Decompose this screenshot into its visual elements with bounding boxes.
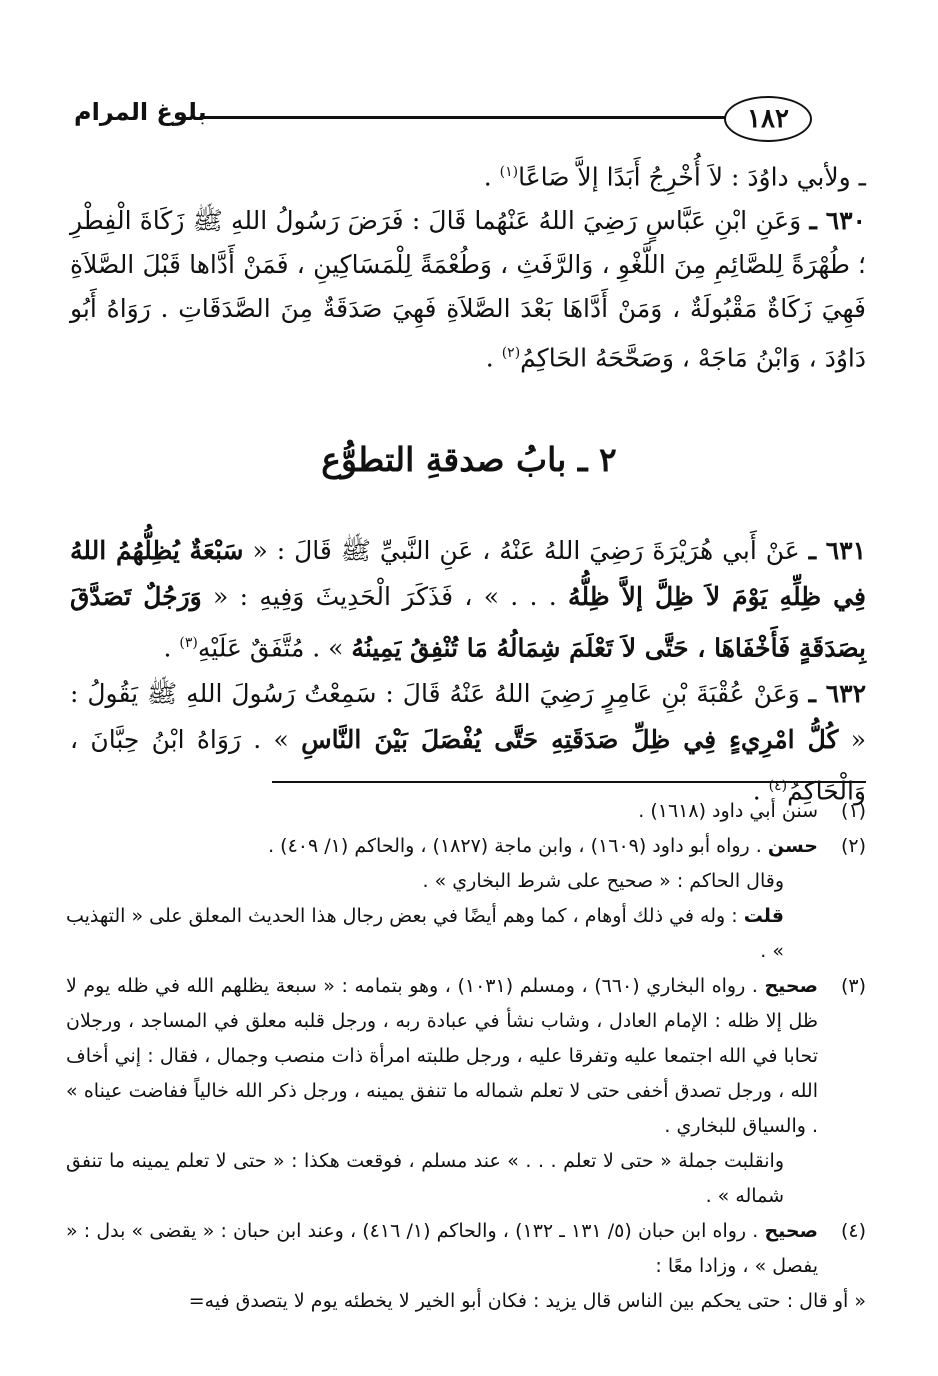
book-title: بلوغ المرام [74, 98, 207, 126]
footnote-2-note-text: : وله في ذلك أوهام ، كما وهم أيضًا في بعض رجال هذا الحديث المعلق على « التهذيب » . [65, 905, 784, 962]
header-rule [200, 116, 730, 119]
footnote-2 [66, 829, 866, 864]
footnote-1 [66, 794, 866, 829]
grade-label: حسن [767, 835, 818, 857]
footnotes [66, 794, 866, 1319]
footnote-3-text: . رواه البخاري (٦٦٠) ، ومسلم (١٠٣١) ، وهو بتمامه : « سبعة يظلهم الله في ظله يوم لا ظل إلا ظله : الإمام العادل ، وشاب نشأ في عبادة ربه ، ورجل قلبه معلق في المساجد ، ورجلان تحابا في الله اجتمعا عليه وتفرقا عليه ، ورجل طلبته امرأة ذات منصب وجمال ، فقال : إني أخاف الله ، ورجل تصدق أخفى حتى لا تعلم شماله ما تنفق يمينه ، ورجل ذكر الله خالياً ففاضت عيناه » . والسياق للبخاري . [66, 975, 818, 1137]
intro-end: . [483, 162, 500, 192]
footnote-4-text: . رواه ابن حبان (٥/ ١٣١ ـ ١٣٢) ، والحاكم (١/ ٤١٦) ، وعند ابن حبان : « يقضى » بدل : « يفصل » ، وزادا معًا : [66, 1220, 818, 1277]
footnote-marker: (٤) [840, 1220, 866, 1242]
footnote-ref-3: (٣) [179, 635, 198, 651]
main-text-top [70, 150, 866, 381]
footnote-separator [272, 781, 866, 783]
footnote-4 [66, 1214, 866, 1284]
grade-label: صحيح [764, 975, 818, 997]
hadith-631-quote-b: وَرَجُلٌ تَصَدَّقَ بِصَدَقَةٍ فَأَخْفَاهَا ، حَتَّى لاَ تَعْلَمَ شِمَالُهُ مَا تُنْفِقُ يَمِينُهُ [70, 582, 866, 663]
footnote-4-continuation: « أو قال : حتى يحكم بين الناس قال يزيد : فكان أبو الخير لا يخطئه يوم لا يتصدق فيه= [188, 1290, 866, 1312]
grade-label: صحيح [764, 1220, 818, 1242]
footnote-ref-2: (٢) [501, 345, 521, 362]
footnote-text [66, 1214, 818, 1284]
hadith-631-text-c: » . مُتَّفَقٌ عَلَيْهِ [197, 633, 352, 663]
intro-text: ـ ولأبي داوُدَ : لاَ أُخْرِجُ أَبَدًا إلاَّ صَاعًا [518, 162, 866, 192]
hadith-631 [70, 528, 866, 671]
footnote-2-continuation: وقال الحاكم : « صحيح على شرط البخاري » . [422, 870, 784, 892]
hadith-630-end: . [485, 343, 502, 373]
qult-label: قلت [743, 905, 784, 927]
footnote-marker: (٢) [840, 835, 866, 857]
hadith-630 [70, 199, 866, 380]
hadith-number-630: ٦٣٠ ـ [809, 206, 866, 236]
hadith-631-text-a: عَنْ أَبي هُرَيْرَةَ رَضِيَ اللهُ عَنْهُ ، عَنِ النَّبيِّ ﷺ قَالَ : « [243, 536, 809, 565]
hadith-632-end: . [752, 776, 769, 806]
footnote-2-text: . رواه أبو داود (١٦٠٩) ، وابن ماجة (١٨٢٧) ، والحاكم (١/ ٤٠٩) . [268, 835, 768, 857]
hadith-632-quote: كُلُّ امْرِيءٍ فِي ظِلِّ صَدَقَتِهِ حَتَّى يُفْصَلَ بَيْنَ النَّاسِ [301, 725, 839, 755]
footnote-marker: (١) [840, 800, 866, 822]
main-text-bottom [70, 528, 866, 815]
hadith-631-text-b: . . . » ، فَذَكَرَ الْحَدِيثَ وَفِيهِ : « [201, 582, 569, 611]
hadith-632-text-b: » . رَوَاهُ ابْنُ حِبَّانَ ، وَالْحَاكِمُ [70, 725, 866, 806]
footnote-3-continuation: وانقلبت جملة « حتى لا تعلم . . . » عند مسلم ، فوقعت هكذا : « حتى لا تعلم يمينه ما تنفق شماله » . [66, 1150, 784, 1207]
footnote-3 [66, 969, 866, 1144]
footnote-text [66, 829, 818, 864]
chapter-title: ٢ ـ بابُ صدقةِ التطوُّع [321, 440, 617, 479]
footnote-2-note [66, 899, 866, 969]
hadith-631-quote-a: سَبْعَةٌ يُظِلُّهُمُ اللهُ فِي ظِلِّهِ يَوْمَ لاَ ظِلَّ إلاَّ ظِلُّهُ [70, 536, 866, 611]
hadith-number-632: ٦٣٢ ـ [808, 679, 867, 709]
footnote-text: سنن أبي داود (١٦١٨) . [638, 800, 818, 822]
page-number: ١٨٢ [724, 96, 812, 142]
hadith-631-end: . [163, 633, 180, 663]
hadith-number-631: ٦٣١ ـ [808, 536, 867, 565]
footnote-text [66, 969, 818, 1144]
footnote-ref-1: (١) [499, 164, 519, 180]
footnote-ref-4: (٤) [768, 778, 788, 795]
intro-line [70, 150, 866, 199]
footnote-marker: (٣) [840, 975, 866, 997]
hadith-630-text: وَعَنِ ابْنِ عَبَّاسٍ رَضِيَ اللهُ عَنْهُما قَالَ : فَرَضَ رَسُولُ اللهِ ﷺ زَكَاةَ الْفِطْرِ ؛ طُهْرَةً لِلصَّائِمِ مِنَ اللَّغْوِ ، وَالرَّفَثِ ، وَطُعْمَةً لِلْمَسَاكِينِ ، فَمَنْ أَدَّاها قَبْلَ الصَّلاَةِ فَهِيَ زَكَاةٌ مَقْبُولَةٌ ، وَمَنْ أَدَّاهَا بَعْدَ الصَّلاَةِ فَهِيَ صَدَقَةٌ مِنَ الصَّدَقَاتِ . رَوَاهُ أَبُو دَاوُدَ ، وَابْنُ مَاجَهْ ، وَصَحَّحَهُ الحَاكِمُ [70, 206, 866, 373]
hadith-632-text-a: وَعَنْ عُقْبَةَ بْنِ عَامِرٍ رَضِيَ اللهُ عَنْهُ قَالَ : سَمِعْتُ رَسُولَ اللهِ ﷺ يَقُولُ : « [70, 679, 866, 755]
